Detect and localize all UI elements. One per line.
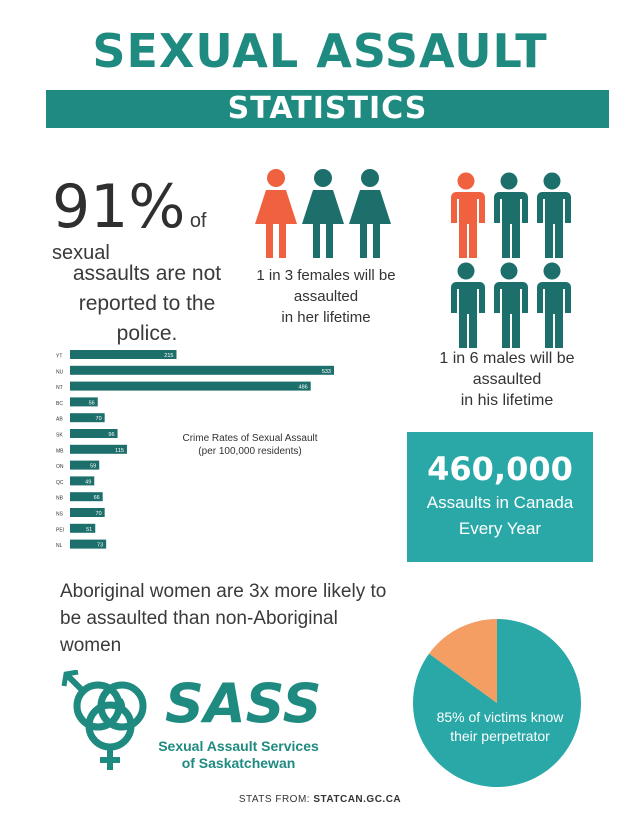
unreported-percent: 91% <box>52 172 186 242</box>
logo-subtitle-line2: of Saskatchewan <box>181 755 296 771</box>
bar-category-label: AB <box>56 416 63 423</box>
canada-assaults-line2: Every Year <box>458 519 542 538</box>
bar-value-label: 56 <box>88 400 95 407</box>
male-caption-line2: in his lifetime <box>460 392 554 409</box>
female-caption-line1: 1 in 3 females will be assaulted <box>256 267 396 305</box>
perpetrator-pie-chart <box>412 618 582 788</box>
logo-name: SASS <box>165 672 322 735</box>
bar-value-label: 70 <box>95 511 102 517</box>
bar-value-label: 59 <box>90 463 97 470</box>
bar-category-label: SK <box>56 432 63 439</box>
male-person-icon <box>447 262 485 348</box>
bar-value-label: 486 <box>298 384 308 391</box>
canada-assaults-number: 460,000 <box>427 450 573 488</box>
female-caption <box>226 265 426 328</box>
bar-category-label: NT <box>56 385 63 392</box>
bar-category-label: BC <box>56 400 63 407</box>
pie-label-line1: 85% of victims know <box>436 709 564 725</box>
unreported-text: assaults are not reported to the police. <box>72 262 222 345</box>
canada-assaults-line1: Assaults in Canada <box>426 493 574 512</box>
bar-value-label: 73 <box>97 542 104 549</box>
male-person-icon <box>533 172 571 258</box>
unreported-headline <box>52 172 242 265</box>
bar-value-label: 66 <box>93 495 100 502</box>
male-person-icon <box>533 262 571 348</box>
male-person-icon <box>490 172 528 258</box>
male-person-icon <box>490 262 528 348</box>
unreported-stat <box>52 172 242 349</box>
bar <box>70 350 176 359</box>
bar-value-label: 51 <box>86 526 93 533</box>
bar-value-label: 215 <box>164 353 174 359</box>
chart-title-block <box>160 432 340 458</box>
female-person-icon <box>253 168 299 260</box>
bar-category-label: NS <box>56 511 63 518</box>
source-label: STATS FROM: <box>238 794 311 805</box>
male-person-icon <box>447 172 485 258</box>
page-title: SEXUAL ASSAULT <box>92 24 548 78</box>
logo-subtitle <box>146 738 331 772</box>
aboriginal-line1: Aboriginal women are 3x more likely to <box>60 581 387 602</box>
aboriginal-line2: be assaulted than non-Aboriginal women <box>60 608 338 656</box>
canada-assaults-box <box>407 432 593 562</box>
female-person-icon <box>300 168 346 260</box>
bar-category-label: PEI <box>56 527 65 534</box>
bar-value-label: 115 <box>115 447 124 454</box>
female-person-icon <box>347 168 393 260</box>
aboriginal-statement <box>60 578 400 659</box>
bar-category-label: ON <box>56 464 64 471</box>
bar-category-label: NB <box>56 495 63 502</box>
source-credit <box>0 794 640 805</box>
source-site: STATCAN.GC.CA <box>313 794 402 805</box>
bar-value-label: 49 <box>85 479 92 486</box>
male-caption <box>412 348 602 411</box>
female-caption-line2: in her lifetime <box>281 309 371 326</box>
unreported-line1: of sexual <box>52 210 207 264</box>
chart-title: Crime Rates of Sexual Assault <box>182 433 318 444</box>
pie-label-line2: their perpetrator <box>450 728 550 744</box>
bar-value-label: 533 <box>321 368 331 375</box>
bar <box>70 366 334 375</box>
bar-category-label: YT <box>56 353 63 360</box>
statistics-banner: STATISTICS <box>46 90 609 128</box>
bar-category-label: NU <box>56 369 64 376</box>
bar-category-label: MB <box>56 448 64 455</box>
pie-label <box>420 708 580 746</box>
male-caption-line1: 1 in 6 males will be assaulted <box>439 350 575 388</box>
logo-subtitle-line1: Sexual Assault Services <box>158 738 319 754</box>
bar-value-label: 96 <box>108 432 115 438</box>
chart-subtitle: (per 100,000 residents) <box>198 446 302 457</box>
bar-category-label: QC <box>56 479 64 486</box>
bar-category-label: NL <box>56 543 63 550</box>
bar-value-label: 70 <box>95 416 102 423</box>
gender-symbols-logo-icon <box>60 670 160 778</box>
bar <box>70 382 311 391</box>
